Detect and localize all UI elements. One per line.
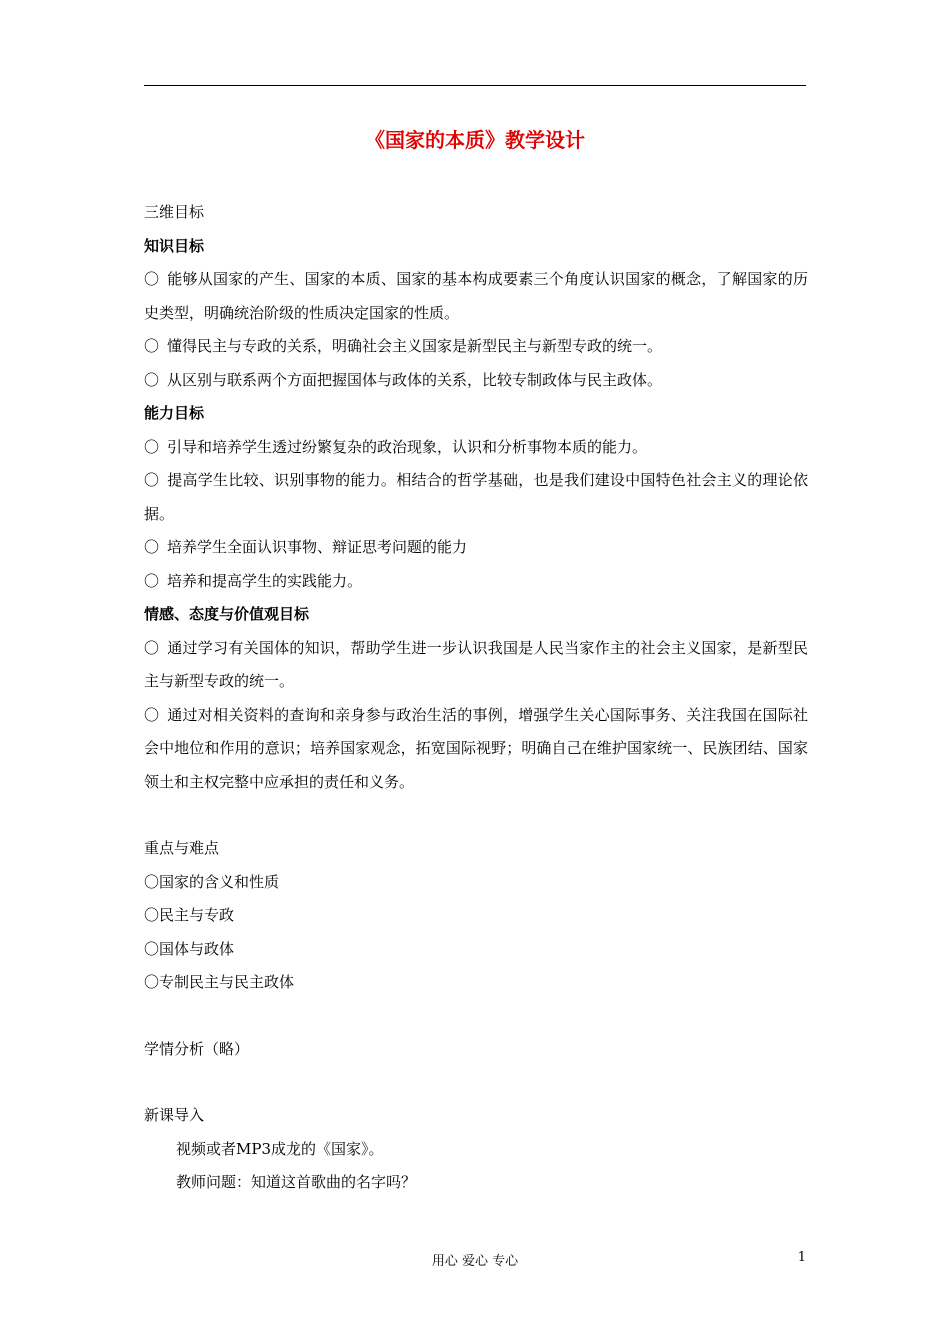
key-points-heading: 重点与难点 (144, 839, 220, 857)
list-item: 〇国家的含义和性质 (144, 866, 808, 900)
list-item: 〇 通过学习有关国体的知识，帮助学生进一步认识我国是人民当家作主的社会主义国家，是新型民主与新型专政的统一。 (144, 632, 808, 699)
bullet-icon: 〇 (144, 939, 160, 958)
list-item: 〇民主与专政 (144, 899, 808, 933)
bullet-icon: 〇 (144, 906, 160, 924)
bullet-icon: 〇 (144, 471, 160, 489)
spacer (144, 799, 808, 832)
knowledge-heading: 知识目标 (144, 236, 205, 255)
emotion-heading: 情感、态度与价值观目标 (144, 605, 310, 623)
bullet-icon: 〇 (144, 872, 160, 891)
list-item: 〇 通过对相关资料的查询和亲身参与政治生活的事例，增强学生关心国际事务、关注我国在国际社会中地位和作用的意识；培养国家观念，拓宽国际视野；明确自己在维护国家统一、民族团结、国家领土和主权完整中应承担的责任和义务。 (144, 699, 808, 800)
spacer (144, 1066, 808, 1099)
page-number: 1 (797, 1250, 806, 1265)
bullet-icon: 〇 (144, 571, 160, 590)
bullet-icon: 〇 (144, 538, 160, 556)
bullet-icon: 〇 (144, 705, 160, 724)
list-item: 〇 培养和提高学生的实践能力。 (144, 565, 808, 599)
bullet-icon: 〇 (144, 973, 160, 991)
bullet-icon: 〇 (144, 337, 160, 355)
list-item: 〇 提高学生比较、识别事物的能力。相结合的哲学基础，也是我们建设中国特色社会主义的理论依据。 (144, 464, 808, 531)
intro-line: 视频或者MP3成龙的《国家》。 (176, 1139, 384, 1158)
goals-heading: 三维目标 (144, 203, 205, 221)
list-item: 〇 从区别与联系两个方面把握国体与政体的关系，比较专制政体与民主政体。 (144, 364, 808, 398)
list-item: 〇 能够从国家的产生、国家的本质、国家的基本构成要素三个角度认识国家的概念，了解国家的历史类型，明确统治阶级的性质决定国家的性质。 (144, 263, 808, 330)
list-item: 〇国体与政体 (144, 933, 808, 967)
list-item: 〇 懂得民主与专政的关系，明确社会主义国家是新型民主与新型专政的统一。 (144, 330, 808, 364)
spacer (144, 1000, 808, 1033)
document-body (144, 196, 808, 1200)
list-item: 〇专制民主与民主政体 (144, 966, 808, 1000)
intro-heading: 新课导入 (144, 1106, 205, 1124)
ability-heading: 能力目标 (144, 404, 205, 422)
header-rule (144, 85, 806, 86)
bullet-icon: 〇 (144, 638, 160, 657)
list-item: 〇 引导和培养学生透过纷繁复杂的政治现象，认识和分析事物本质的能力。 (144, 431, 808, 465)
bullet-icon: 〇 (144, 270, 160, 288)
page-footer: 用心 爱心 专心 (431, 1254, 519, 1269)
bullet-icon: 〇 (144, 437, 160, 456)
list-item: 〇 培养学生全面认识事物、辩证思考问题的能力 (144, 531, 808, 565)
document-title: 《国家的本质》教学设计 (365, 128, 585, 152)
intro-line: 教师问题：知道这首歌曲的名字吗？ (176, 1173, 417, 1191)
analysis-heading: 学情分析（略） (144, 1039, 250, 1058)
bullet-icon: 〇 (144, 370, 160, 389)
